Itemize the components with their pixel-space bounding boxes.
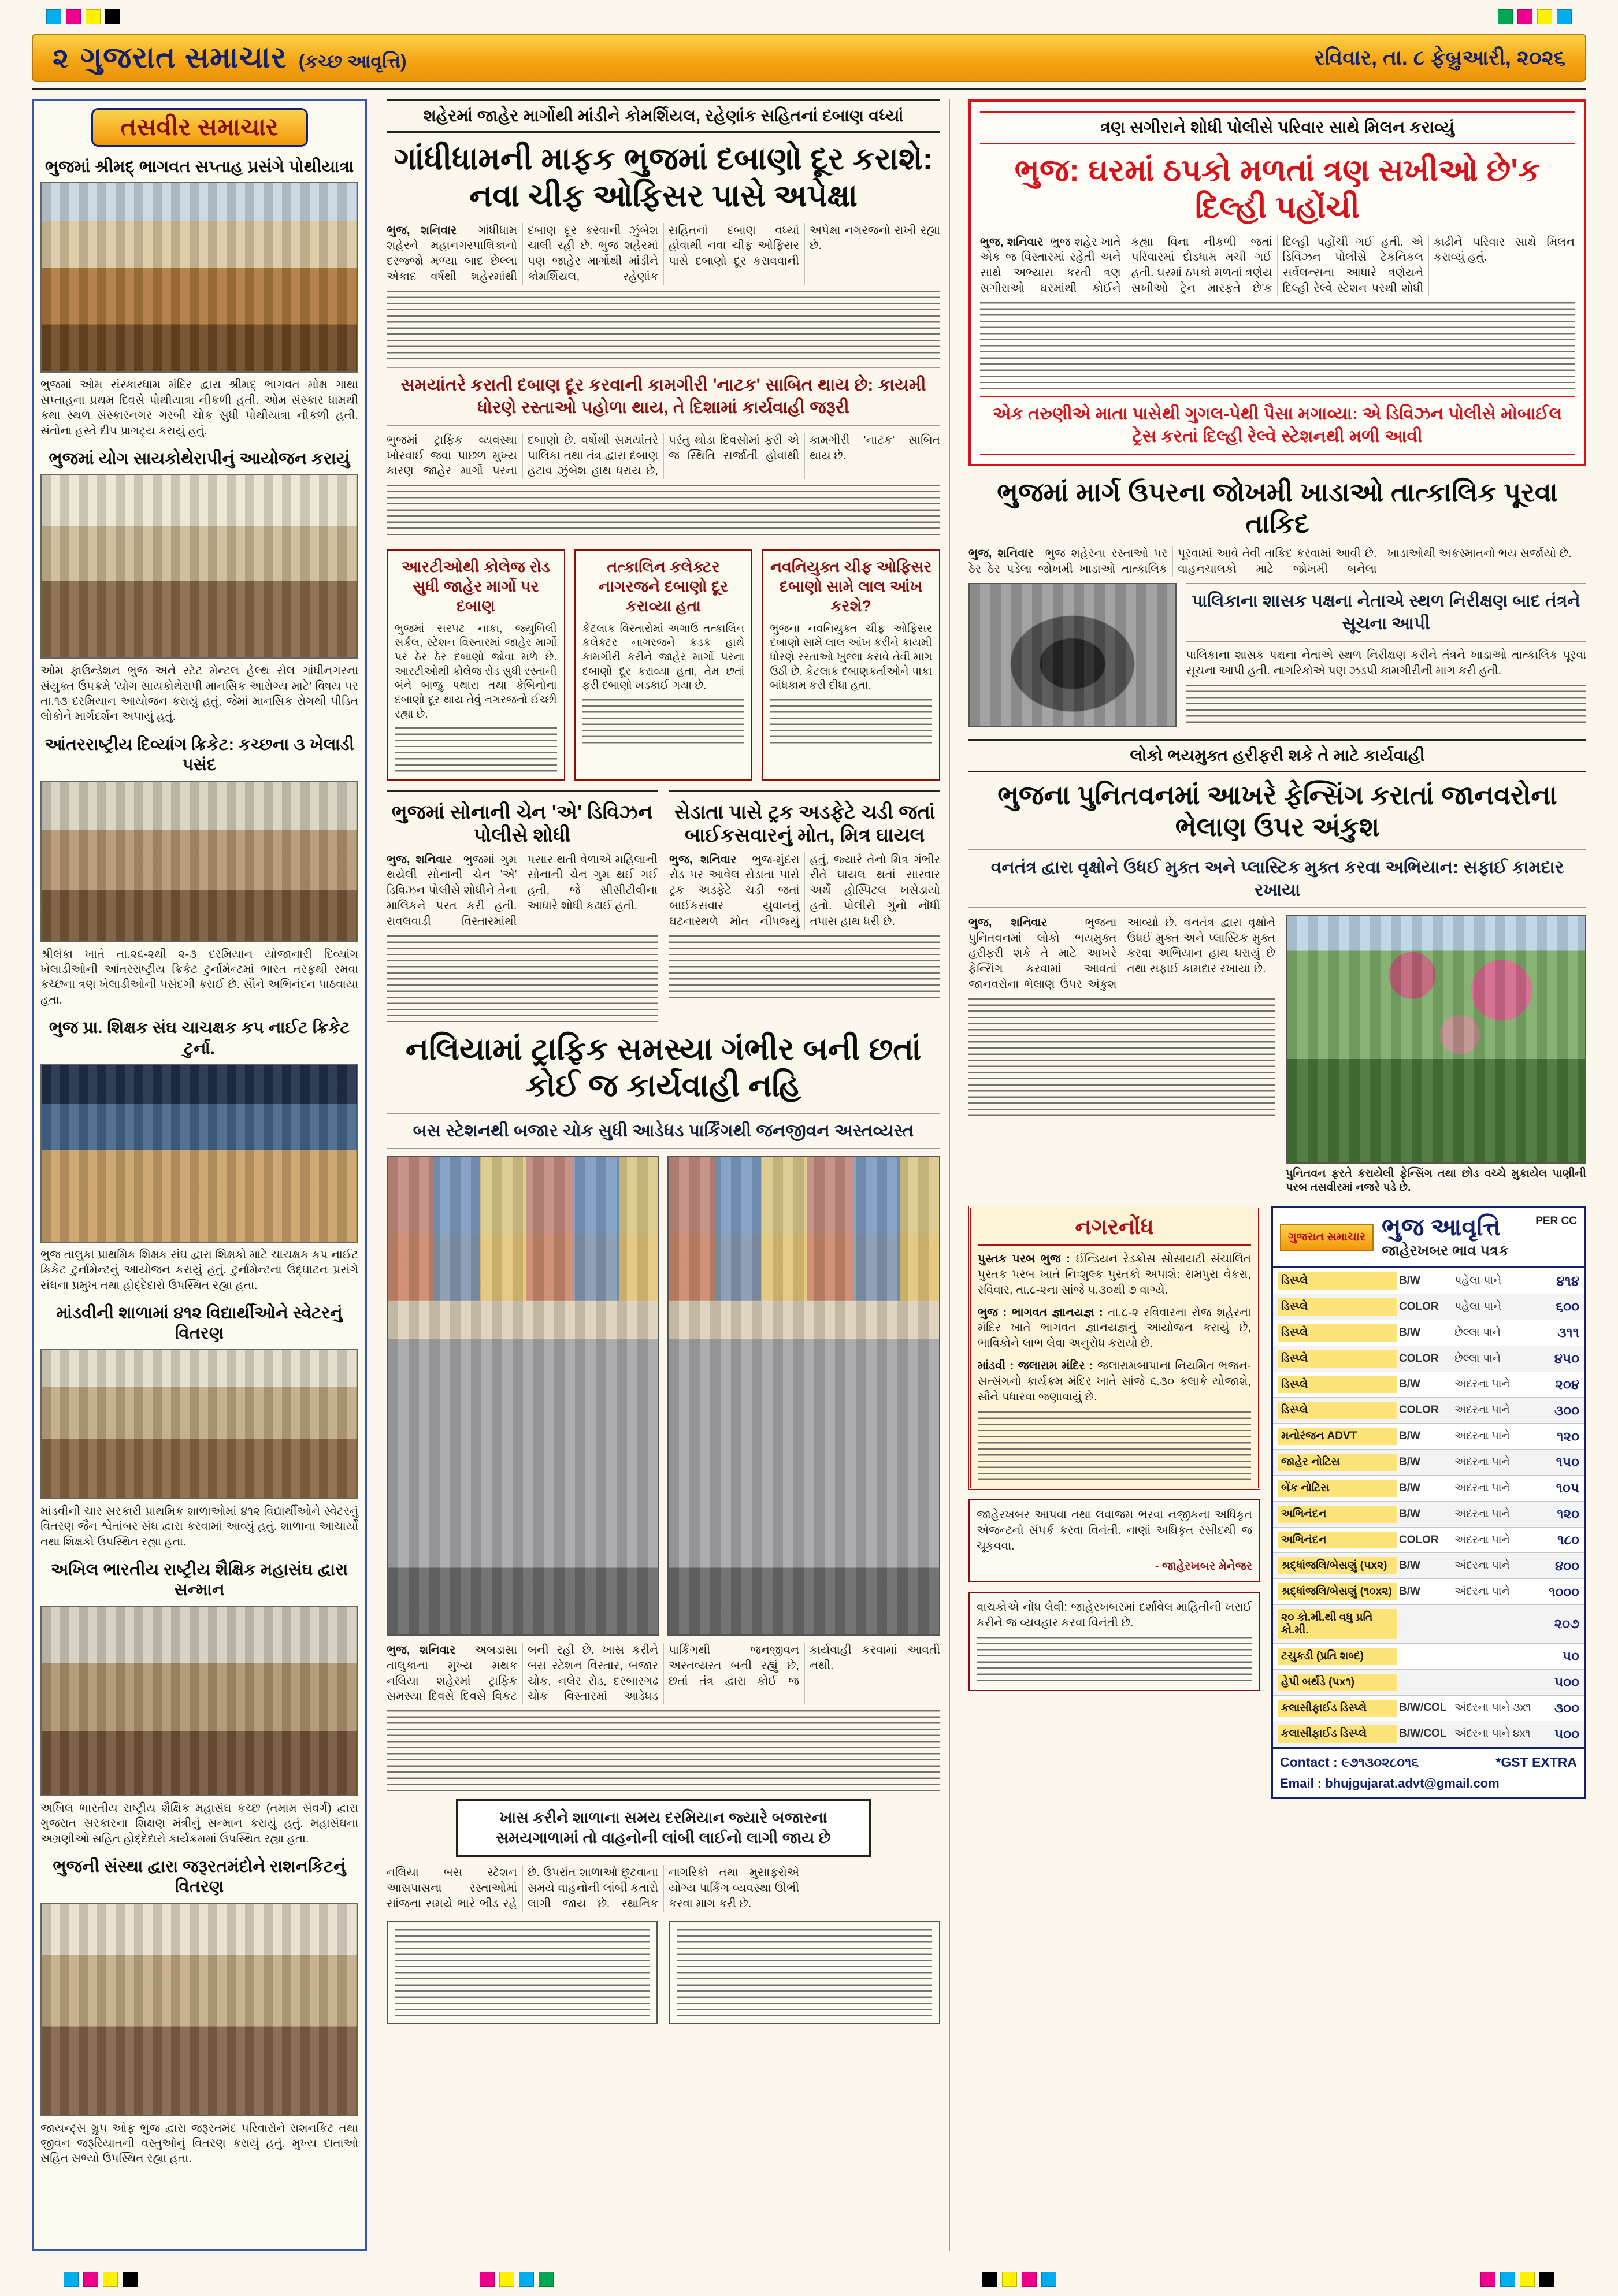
- street-photo-left: [387, 1156, 659, 1636]
- chain-body: [387, 852, 658, 930]
- masthead-left: [53, 40, 407, 76]
- city-notes-header: નગરનોંધ: [978, 1215, 1251, 1246]
- rate-category: ટચુકડી (પ્રતિ શબ્દ): [1278, 1648, 1397, 1665]
- chain-headline: ભુજમાં સોનાની ચેન 'એ' ડિવિઝન પોલીસે શોધી: [391, 801, 653, 847]
- article-gold-chain: [387, 790, 658, 1021]
- rate-table-row: [1273, 1476, 1584, 1502]
- rate-category: કલાસીફાઈડ ડિસ્પ્લે: [1278, 1725, 1397, 1743]
- article-potholes: [968, 477, 1586, 727]
- body-text-continuation: [387, 1710, 940, 1791]
- rate-page: અંદરના પાને: [1454, 1430, 1510, 1443]
- city-note-lead: ભુજ : ભાગવત જ્ઞાનયજ્ઞ :: [978, 1306, 1108, 1319]
- body-text: ભુજ શહેરના રસ્તાઓ પર ઠેર ઠેર પડેલા જોખમી ખાડાઓ તાત્કાલિક પૂરવામાં આવે તેવી તાકિદ કરવામાં આવી છે. વાહનચાલકો માટે જોખમી બનેલા ખાડાઓથી અકસ્માતનો ભય સર્જાયો છે.: [968, 547, 1572, 576]
- naliya-bottom-boxes: [387, 1921, 940, 2024]
- article-encroachment: [387, 99, 940, 781]
- subbox-title: આરટીઓથી કોલેજ રોડ સુધી જાહેર માર્ગો પર દબાણ: [401, 558, 550, 615]
- rate-page: છેલ્લા પાને: [1454, 1326, 1501, 1339]
- encroachment-subbox: [574, 549, 753, 781]
- rate-table-row: [1273, 1579, 1584, 1605]
- photo-news-item: [40, 1560, 358, 1847]
- rate-table-row: [1273, 1346, 1584, 1372]
- registration-marks-top-left: [46, 9, 120, 24]
- rate-page: અંદરના પાને: [1454, 1455, 1510, 1468]
- notice-signature: - જાહેરખબર મેનેજર: [1155, 1560, 1252, 1573]
- photo-news-item: [40, 1303, 358, 1550]
- rate-price: ૩૦૦: [1554, 1402, 1579, 1418]
- masthead-rule: [32, 88, 1586, 90]
- article-punitvan: [968, 739, 1586, 1195]
- newspaper-name: ગુજરાત સમાચાર: [80, 40, 287, 75]
- rate-card-titles: [1382, 1215, 1509, 1260]
- rate-category: ડિસ્પ્લે: [1278, 1376, 1397, 1394]
- right-bottom-left: [968, 1206, 1260, 1799]
- rate-card-header: [1273, 1208, 1584, 1268]
- city-note-item: [978, 1358, 1251, 1405]
- mid-story-row: [387, 790, 940, 1021]
- city-notes-list: [978, 1251, 1251, 1405]
- article-naliya-traffic: [387, 1031, 940, 2024]
- rate-mode: B/W: [1399, 1326, 1420, 1339]
- rate-price: ૧૫૦: [1556, 1454, 1579, 1470]
- naliya-body: [387, 1643, 940, 1704]
- encroachment-body: [387, 223, 940, 285]
- email-value: bhujgujarat.advt@gmail.com: [1325, 1776, 1500, 1791]
- rate-mode: B/W: [1399, 1585, 1420, 1598]
- rate-table-row: [1273, 1721, 1584, 1747]
- body-text: ભુજમાં ગુમ થયેલી સોનાની ચેન 'એ' ડિવિઝન પોલીસે શોધીને તેના માલિકને પરત કરી હતી. રાવલવાડી વિસ્તારમાંથી પસાર થતી વેળાએ મહિલાની સોનાની ચેન ગુમ થઈ ગઈ હતી, જે સીસીટીવીના આધારે શોધી કઢાઈ હતી.: [387, 853, 658, 928]
- potholes-body2: પાલિકાના શાસક પક્ષના નેતાએ સ્થળ નિરીક્ષણ કરીને તંત્રને ખાડાઓ તાત્કાલિક પૂરવા સૂચના આપી હતી. નાગરિકોએ પણ ઝડપી કામગીરીની માગ કરી હતી.: [1186, 649, 1586, 677]
- registration-marks-bottom-right: [1480, 2272, 1554, 2287]
- punitvan-headline: ભુજના પુનિતવનમાં આખરે ફેન્સિંગ કરાતાં જાનવરોના ભેલાણ ઉપર અંકુશ: [997, 780, 1557, 842]
- punitvan-media: [1286, 915, 1586, 1195]
- rate-table-row: [1273, 1502, 1584, 1528]
- potholes-headline: ભુજમાં માર્ગ ઉપરના જોખમી ખાડાઓ તાત્કાલિક પૂરવા તાકિદ: [997, 477, 1558, 539]
- rate-mode: COLOR: [1399, 1533, 1439, 1546]
- photo-news-item: [40, 157, 358, 439]
- rate-mode: B/W: [1399, 1481, 1420, 1494]
- edition-label: (કચ્છ આવૃત્તિ): [298, 50, 407, 72]
- dateline: ભુજ, શનિવાર: [387, 853, 452, 866]
- rate-mode: B/W: [1399, 1378, 1420, 1391]
- rate-table-row: [1273, 1320, 1584, 1346]
- body-text-continuation: [978, 1411, 1251, 1481]
- body-text-continuation: [395, 1929, 650, 2016]
- reader-notice: [968, 1592, 1260, 1691]
- rate-table: [1273, 1268, 1584, 1747]
- photo-news-item: [40, 1857, 358, 2167]
- photo-news-caption: શ્રીલંકા ખાતે તા.૨૬-૨થી ૨-૩ દરમિયાન યોજાનારી દિવ્યાંગ ખેલાડીઓની આંતરરાષ્ટ્રીય ક્રિકેટ ટુર્નામેન્ટમાં ભારત તરફથી રમવા કચ્છના ત્રણ ખેલાડીઓની પસંદગી કરાઈ છે. સૌને અભિનંદન પાઠવાયા હતા.: [40, 948, 358, 1006]
- photo-news-caption: ઓમ ફાઉન્ડેશન ભુજ અને સ્ટેટ મેન્ટલ હેલ્થ સેલ ગાંધીનગરના સંયુક્ત ઉપક્રમે 'યોગ સાયકોથેરાપી માનસિક આરોગ્ય માટે' વિષય પર તા.૧૩ દરમિયાન આયોજન કરાયું હતું, જેમાં માનસિક રોગથી પીડિત લોકોને માર્ગદર્શન અપાયું હતું.: [40, 664, 358, 723]
- encroachment-subbox: [762, 549, 940, 781]
- rate-category: અભિનંદન: [1278, 1506, 1397, 1523]
- rate-category: ડિસ્પ્લે: [1278, 1272, 1397, 1290]
- body-text: અબડાસા તાલુકાના મુખ્ય મથક નલિયા શહેરમાં ટ્રાફિક સમસ્યા દિવસે દિવસે વિકટ બની રહી છે. ખાસ કરીને બસ સ્ટેશન વિસ્તાર, બજાર ચોક, નલેર રોડ, દરબારગઢ ચોક વિસ્તારમાં આડેધડ પાર્કિંગથી જનજીવન અસ્તવ્યસ્ત બની રહ્યું છે, છતાં તંત્ર દ્વારા કોઈ જ કાર્યવાહી કરવામાં આવતી નથી.: [387, 1643, 940, 1703]
- photo-news-caption: અખિલ ભારતીય રાષ્ટ્રીય શૈક્ષિક મહાસંઘ કચ્છ (તમામ સંવર્ગ) દ્વારા ગુજરાત સરકારના શિક્ષણ મંત્રીનું સન્માન કરાયું હતું. મહાસંઘના અગ્રણીઓ સહિત હોદ્દેદારો કાર્યક્રમમાં ઉપસ્થિત રહ્યા હતા.: [40, 1801, 358, 1845]
- rate-mode: B/W: [1399, 1507, 1420, 1520]
- rate-page: અંદરના પાને: [1454, 1481, 1510, 1494]
- dateline: ભુજ, શનિવાર: [980, 235, 1044, 248]
- notice-text: જાહેરખબર આપવા તથા લવાજમ ભરવા નજીકના અધિકૃત એજન્ટનો સંપર્ક કરવા વિનંતી. નાણાં અધિકૃત રસીદથી જ ચૂકવવા.: [977, 1509, 1252, 1553]
- rate-category: ડિસ્પ્લે: [1278, 1402, 1397, 1419]
- article-truck-accident: [669, 790, 940, 1021]
- rate-category: અભિનંદન: [1278, 1532, 1397, 1549]
- dateline: ભુજ, શનિવાર: [968, 547, 1034, 560]
- rate-mode: COLOR: [1399, 1352, 1439, 1365]
- rate-mode: B/W: [1399, 1275, 1420, 1287]
- article-runaway-girls: [968, 99, 1586, 466]
- photo-news-title: ભુજમાં શ્રીમદ્ ભાગવત સપ્તાહ પ્રસંગે પોથીયાત્રા: [44, 158, 354, 176]
- rate-page: પહેલા પાને: [1454, 1300, 1502, 1313]
- issue-date: રવિવાર, તા. ૮ ફેબ્રુઆરી, ૨૦૨૬: [1314, 45, 1565, 69]
- body-text-continuation: [387, 485, 940, 540]
- body-text-continuation: [677, 1929, 932, 2016]
- rate-price: ૪૦૦: [1555, 1558, 1579, 1573]
- punitvan-text: [968, 915, 1275, 1195]
- rate-card-brand-logo: ગુજરાત સમાચાર: [1280, 1224, 1374, 1251]
- news-photo: [40, 182, 358, 373]
- body-text: ગાંધીધામ શહેરને મહાનગરપાલિકાનો દરજ્જો મળ્યા બાદ છેલ્લા એકાદ વર્ષથી શહેરમાંથી દબાણ દૂર કરવાની ઝુંબેશ ચાલી રહી છે. ભુજ શહેરમાં પણ જાહેર માર્ગોથી માંડીને કોમર્શિયલ, રહેણાંક સહિતનાં દબાણ વધ્યાં હોવાથી નવા ચીફ ઓફિસર પાસે દબાણો દૂર કરાવવાની અપેક્ષા નગરજનો રાખી રહ્યા છે.: [387, 224, 940, 284]
- rate-category: કલાસીફાઈડ ડિસ્પ્લે: [1278, 1700, 1397, 1717]
- rate-price: ૩૦૦: [1554, 1700, 1579, 1715]
- rate-category: મનોરંજન ADVT: [1278, 1428, 1397, 1445]
- body-text: ભુજ-મુંદરા રોડ પર આવેલ સેડાતા પાસે ટ્રક અડફેટે ચડી જતાં બાઈકસવાર યુવાનનું ઘટનાસ્થળે મોત નીપજ્યું હતું, જ્યારે તેનો મિત્ર ગંભીર રીતે ઘાયલ થતાં સારવાર અર્થે હોસ્પિટલ ખસેડાયો હતો. પોલીસે ગુનો નોંધી તપાસ હાથ ધરી છે.: [669, 853, 940, 928]
- runaway-kicker: ત્રણ સગીરાને શોધી પોલીસે પરિવાર સાથે મિલન કરાવ્યું: [980, 111, 1575, 144]
- body-text-continuation: [669, 935, 940, 998]
- photo-news-item: [40, 449, 358, 725]
- news-photo: [40, 781, 358, 942]
- rate-price: ૫૦: [1563, 1648, 1579, 1664]
- contact-number[interactable]: [1280, 1755, 1419, 1770]
- rate-card-title: ભુજ આવૃત્તિ: [1382, 1213, 1501, 1241]
- notice-text: વાચકોએ નોંધ લેવી: જાહેરખબરમાં દર્શાવેલ માહિતીની ખરાઈ કરીને જ વ્યવહાર કરવા વિનંતી છે.: [977, 1601, 1252, 1630]
- punitvan-content: [968, 915, 1586, 1195]
- rate-price: ૨૦૪: [1555, 1376, 1579, 1392]
- city-note-lead: માંડવી : જલારામ મંદિર :: [978, 1359, 1098, 1372]
- rate-page: અંદરના પાને: [1454, 1507, 1510, 1520]
- photo-news-title: માંડવીની શાળામાં ૪૧૨ વિદ્યાર્થીઓને સ્વેટરનું વિતરણ: [56, 1304, 343, 1343]
- punitvan-kicker: લોકો ભયમુક્ત હરીફરી શકે તે માટે કાર્યવાહી: [968, 739, 1586, 772]
- rate-category: ડિસ્પ્લે: [1278, 1324, 1397, 1342]
- rate-page: અંદરના પાને: [1454, 1378, 1510, 1391]
- body-text: ભુજ શહેર ખાતે એક જ વિસ્તારમાં રહેતી અને સાથે અભ્યાસ કરતી ત્રણ સગીરાઓ ઘરમાંથી કોઈને કહ્યા વિના નીકળી જતાં પરિવારમાં દોડધામ મચી ગઈ હતી. ઘરમાં ઠપકો મળતાં ત્રણેય સખીઓ ટ્રેન મારફતે છે'ક દિલ્હી પહોંચી ગઈ હતી. એ ડિવિઝન પોલીસે ટેકનિકલ સર્વેલન્સના આધારે ત્રણેયને દિલ્હી રેલ્વે સ્ટેશન પરથી શોધી કાઢીને પરિવાર સાથે મિલન કરાવ્યું હતું.: [980, 235, 1575, 295]
- rate-mode: COLOR: [1399, 1404, 1439, 1417]
- body-text-continuation: [770, 699, 932, 744]
- registration-marks-bottom-mid-left: [480, 2272, 554, 2287]
- body-text-continuation: [977, 1637, 1252, 1683]
- naliya-highlight-box: ખાસ કરીને શાળાના સમય દરમિયાન જ્યારે બજારના સમયગાળામાં તો વાહનોની લાંબી લાઈનો લાગી જાય છે: [456, 1799, 871, 1857]
- naliya-photos: [387, 1156, 940, 1636]
- rate-page: છેલ્લા પાને: [1454, 1352, 1501, 1365]
- rate-price: ૧૨૦: [1557, 1428, 1579, 1444]
- rate-price: ૫૦૦: [1554, 1726, 1579, 1741]
- rate-card-subtitle: જાહેરખબર ભાવ પત્રક: [1382, 1243, 1509, 1260]
- news-photo: [40, 1606, 358, 1796]
- encroachment-subhead: સમયાંતરે કરાતી દબાણ દૂર કરવાની કામગીરી 'નાટક' સાબિત થાય છે: કાયમી ધોરણે રસ્તાઓ પહોળા થાય, તે દિશામાં કાર્યવાહી જરૂરી: [387, 367, 940, 426]
- rate-price: ૫૦૦: [1554, 1674, 1579, 1690]
- rate-category: ૨૦ કો.મી.થી વધુ પ્રતિ કો.મી.: [1278, 1609, 1397, 1639]
- body-text-continuation: [968, 998, 1275, 1120]
- photo-news-list: [40, 157, 358, 2167]
- garden-photo-caption: પુનિતવન ફરતે કરાયેલી ફેન્સિંગ તથા છોડ વચ્ચે મુકાયેલ પાણીની પરબ તસવીરમાં નજરે પડે છે.: [1286, 1167, 1586, 1194]
- photo-news-caption: ભુજ તાલુકા પ્રાથમિક શિક્ષક સંઘ દ્વારા શિક્ષકો માટે ચાચક્ષક કપ નાઈટ ક્રિકેટ ટુર્નામેન્ટનું આયોજન કરાયું હતું. ટુર્નામેન્ટના ઉદ્ઘાટન પ્રસંગે સંઘના પ્રમુખ તથા હોદ્દેદારો ઉપસ્થિત રહ્યા હતા.: [40, 1248, 358, 1292]
- rate-price: ૧૨૦: [1557, 1506, 1579, 1522]
- photo-news-caption: જાયન્ટ્સ ગ્રુપ ઓફ ભુજ દ્વારા જરૂરતમંદ પરિવારોને રાશનકિટ તથા જીવન જરૂરિયાતની વસ્તુઓનું વિતરણ કરાયું હતું. મુખ્ય દાતાઓ સહિત સભ્યો ઉપસ્થિત રહ્યા હતા.: [40, 2122, 358, 2165]
- contact-label: Contact :: [1280, 1755, 1338, 1770]
- naliya-body2: નલિયા બસ સ્ટેશન આસપાસના રસ્તાઓમાં સાંજના સમયે ભારે ભીડ રહે છે. ઉપરાંત શાળાઓ છૂટવાના સમયે વાહનોની લાંબી કતારો લાગી જાય છે. સ્થાનિક નાગરિકો તથા મુસાફરોએ યોગ્ય પાર્કિંગ વ્યવસ્થા ઊભી કરવા માગ કરી છે.: [387, 1866, 799, 1910]
- encroachment-subboxes: [387, 549, 940, 781]
- city-note-text: તા.૮-૨ રવિવારના રોજ શહેરના મંદિર ખાતે ભાગવત જ્ઞાનયજ્ઞનું આયોજન કરાયું છે, ભાવિકોને લાભ લેવા અનુરોધ કરાયો છે.: [978, 1306, 1251, 1350]
- potholes-body: [968, 546, 1586, 577]
- rate-table-row: [1273, 1605, 1584, 1644]
- subbox-body: ભુજના નવનિયુક્ત ચીફ ઓફિસર દબાણો સામે લાલ આંખ કરીને કાયમી ધોરણે રસ્તાઓ ખુલ્લા કરાવે તેવી માગ ઉઠી છે. કેટલાક દબાણકર્તાઓને પાકા બાંધકામ કરી દીધા હતા.: [770, 622, 932, 692]
- photo-news-column: [32, 99, 367, 2251]
- garden-photo: [1286, 915, 1586, 1164]
- runaway-headline: ભુજ: ઘરમાં ઠપકો મળતાં ત્રણ સખીઓ છે'ક દિલ્હી પહોંચી: [1014, 153, 1541, 225]
- body-text-continuation: [387, 291, 940, 360]
- rate-card-contact-row: [1273, 1747, 1584, 1776]
- rate-price: ૩૧૧: [1557, 1325, 1579, 1340]
- city-note-lead: પુસ્તક પરબ ભુજ :: [978, 1253, 1076, 1266]
- rate-page: અંદરના પાને: [1454, 1533, 1510, 1546]
- rate-price: ૨૦૭: [1554, 1616, 1579, 1632]
- photo-news-title: અખિલ ભારતીય રાષ્ટ્રીય શૈક્ષિક મહાસંઘ દ્વારા સન્માન: [50, 1561, 348, 1600]
- body-text-continuation: [582, 699, 745, 744]
- rate-category: હેપી બર્થડે (૫x૧): [1278, 1674, 1397, 1691]
- rate-category: શ્રદ્ધાંજલિ/બેસણું (૧૦x૨): [1278, 1583, 1397, 1600]
- rate-card-unit: PER CC: [1535, 1215, 1577, 1228]
- dateline: ભુજ, શનિવાર: [387, 1643, 456, 1656]
- rate-price: ૪૧૪: [1556, 1273, 1579, 1288]
- ad-rate-card: [1271, 1206, 1586, 1799]
- news-photo: [40, 474, 358, 659]
- rate-category: જાહેર નોટિસ: [1278, 1454, 1397, 1471]
- masthead-bar: [32, 34, 1586, 82]
- email-label: Email :: [1280, 1776, 1322, 1791]
- city-note-item: [978, 1251, 1251, 1298]
- contact-value: ૯૭૧૩૦૨૮૦૧૬: [1341, 1755, 1419, 1770]
- dateline: ભુજ, શનિવાર: [387, 224, 457, 237]
- rate-price: ૬૦૦: [1556, 1299, 1579, 1314]
- encroachment-body2: ભુજમાં ટ્રાફિક વ્યવસ્થા ખોરવાઈ જવા પાછળ મુખ્ય કારણ જાહેર માર્ગો પરના દબાણો છે. વર્ષોથી સમયાંતરે પાલિકા તથા તંત્ર દ્વારા દબાણ હટાવ ઝુંબેશ હાથ ધરાય છે, પરંતુ થોડા દિવસોમાં ફરી એ જ સ્થિતિ સર્જાતી હોવાથી કામગીરી 'નાટક' સાબિત થાય છે.: [387, 433, 940, 478]
- naliya-headline: નલિયામાં ટ્રાફિક સમસ્યા ગંભીર બની છતાં કોઈ જ કાર્યવાહી નહિ: [405, 1031, 922, 1104]
- naliya-subhead: બસ સ્ટેશનથી બજાર ચોક સુધી આડેધડ પાર્કિંગથી જનજીવન અસ્તવ્યસ્ત: [387, 1113, 940, 1149]
- rate-mode: B/W: [1399, 1559, 1420, 1572]
- photo-news-title: ભુજ પ્રા. શિક્ષક સંઘ ચાચક્ષક કપ નાઈટ ક્રિકેટ ટુર્ના.: [49, 1019, 350, 1058]
- rate-price: ૧૮૦: [1557, 1532, 1579, 1548]
- registration-marks-top-right: [1498, 9, 1572, 24]
- photo-news-title: આંતરરાષ્ટ્રીય દિવ્યાંગ ક્રિકેટ: કચ્છના ૩ ખેલાડી પસંદ: [44, 735, 354, 775]
- news-photo: [40, 1064, 358, 1243]
- body-text-continuation: [387, 935, 658, 1022]
- rate-page: અંદરના પાને: [1454, 1585, 1510, 1598]
- rate-table-row: [1273, 1644, 1584, 1670]
- photo-news-title: ભુજની સંસ્થા દ્વારા જરૂરતમંદોને રાશનકિટનું વિતરણ: [53, 1857, 346, 1897]
- body-text-continuation: [980, 302, 1575, 389]
- pothole-photo: [968, 583, 1177, 727]
- registration-marks-bottom-left: [64, 2272, 138, 2287]
- rate-page: પહેલા પાને: [1454, 1275, 1502, 1287]
- advert-manager-notice: [968, 1499, 1260, 1582]
- punitvan-body: [968, 915, 1275, 993]
- runaway-subhead: એક તરુણીએ માતા પાસેથી ગુગલ-પેથી પૈસા મગાવ્યા: એ ડિવિઝન પોલીસે મોબાઈલ ટ્રેસ કરતાં દિલ્હી રેલ્વે સ્ટેશનથી મળી આવી: [980, 396, 1575, 455]
- city-note-text: જલારામબાપાના નિયમિત ભજન-સત્સંગનો કાર્યક્રમ મંદિર ખાતે સાંજે ૬.૩૦ કલાકે યોજાશે, સૌને પધારવા જણાવાયું છે.: [978, 1359, 1251, 1403]
- rate-table-row: [1273, 1670, 1584, 1696]
- rate-table-row: [1273, 1372, 1584, 1398]
- photo-news-caption: ભુજમાં ઓમ સંસ્કારધામ મંદિર દ્વારા શ્રીમદ્ ભાગવત મોક્ષ ગાથા સપ્તાહના પ્રથમ દિવસે પોથીયાત્રા નીકળી હતી. ઓમ સંસ્કાર ધામથી કથા સ્થળ સંસ્કારનગર ગરબી ચોક સુધી પોથીયાત્રા નીકળી હતી. સંતોના હસ્તે દીપ પ્રાગટ્ય કરાયું હતું.: [40, 378, 358, 437]
- registration-marks-bottom-mid-right: [982, 2272, 1056, 2287]
- rate-table-row: [1273, 1424, 1584, 1450]
- news-photo: [40, 1903, 358, 2116]
- rate-mode: COLOR: [1399, 1300, 1439, 1313]
- potholes-side: [1186, 583, 1586, 725]
- photo-news-title: ભુજમાં યોગ સાયકોથેરાપીનું આયોજન કરાયું: [49, 449, 350, 468]
- city-note-text: ઈન્ડિયન રેડક્રોસ સોસાયટી સંચાલિત પુસ્તક પરબ ખાતે નિઃશુલ્ક પુસ્તકો અપાશે: રામપુરા વેકરા, રવિવાર, તા.૮-૨ના સાંજે ૫.૩૦થી ૭ વાગ્યે.: [978, 1253, 1251, 1296]
- right-bottom-row: [968, 1206, 1586, 1799]
- rate-table-row: [1273, 1294, 1584, 1320]
- photo-news-item: [40, 735, 358, 1008]
- gst-note: *GST EXTRA: [1495, 1755, 1577, 1770]
- body-text-continuation: [1186, 685, 1586, 725]
- subbox-title: નવનિયુક્ત ચીફ ઓફિસર દબાણો સામે લાલ આંખ કરશે?: [770, 558, 932, 615]
- encroachment-kicker: શહેરમાં જાહેર માર્ગોથી માંડીને કોમર્શિયલ, રહેણાંક સહિતનાં દબાણ વધ્યાં: [387, 99, 940, 133]
- encroachment-subbox: [387, 549, 565, 781]
- rate-category: શ્રદ્ધાંજલિ/બેસણું (૫x૨): [1278, 1557, 1397, 1574]
- rate-table-row: [1273, 1553, 1584, 1579]
- rate-category: બેંક નોટિસ: [1278, 1480, 1397, 1497]
- street-photo-right: [667, 1156, 940, 1636]
- photo-news-caption: માંડવીની ચાર સરકારી પ્રાથમિક શાળાઓમાં ૪૧૨ વિદ્યાર્થીઓને સ્વેટરનું વિતરણ જૈન શ્વેતાંબર સંઘ દ્વારા કરવામાં આવ્યું હતું. શાળાના આચાર્યો તથા શિક્ષકો ઉપસ્થિત રહ્યા હતા.: [40, 1504, 358, 1548]
- rate-table-row: [1273, 1696, 1584, 1722]
- bottom-note-box: [387, 1921, 658, 2024]
- encroachment-headline: ગાંધીધામની માફક ભુજમાં દબાણો દૂર કરાશે: નવા ચીફ ઓફિસર પાસે અપેક્ષા: [394, 142, 933, 213]
- dateline: ભુજ, શનિવાર: [968, 916, 1047, 929]
- rate-table-row: [1273, 1528, 1584, 1554]
- dateline: ભુજ, શનિવાર: [669, 853, 737, 866]
- middle-column: [377, 99, 950, 2251]
- body-text: ભુજના પુનિતવનમાં લોકો ભયમુક્ત હરીફરી શકે તે માટે આખરે ફેન્સિંગ કરવામાં આવતાં જાનવરોના ભેલાણ ઉપર અંકુશ આવ્યો છે. વનતંત્ર દ્વારા વૃક્ષોને ઉધઈ મુક્ત અને પ્લાસ્ટિક મુક્ત કરવા અભિયાન હાથ ધરાયું છે તથા સફાઈ કામદાર રખાયા છે.: [968, 916, 1275, 991]
- punitvan-subhead: વનતંત્ર દ્વારા વૃક્ષોને ઉધઈ મુક્ત અને પ્લાસ્ટિક મુક્ત કરવા અભિયાન: સફાઈ કામદાર રખાયા: [968, 849, 1586, 908]
- rate-price: ૪૫૦: [1554, 1351, 1579, 1366]
- subbox-body: કેટલાક વિસ્તારોમાં અગાઉ તત્કાલિન કલેક્ટર નાગરજને કડક હાથે કામગીરી કરીને જાહેર માર્ગો પરના દબાણો દૂર કરાવ્યા હતા, તેમ છતાં ફરી દબાણો ખડકાઈ ગયા છે.: [582, 622, 745, 692]
- contact-email[interactable]: [1273, 1776, 1584, 1797]
- bottom-note-box: [669, 1921, 940, 2024]
- photo-news-header: તસવીર સમાચાર: [91, 108, 308, 147]
- rate-page: અંદરના પાને ૪x૧: [1454, 1727, 1531, 1740]
- accident-headline: સેડાતા પાસે ટ્રક અડફેટે ચડી જતાં બાઈકસવારનું મોત, મિત્ર ઘાયલ: [674, 801, 936, 847]
- rate-mode: B/W/COL: [1399, 1701, 1447, 1714]
- subbox-body: ભુજમાં સરપટ નાકા, જ્યુબિલી સર્કલ, સ્ટેશન વિસ્તારમાં જાહેર માર્ગો પર ઠેર ઠેર દબાણો જોવા મળે છે. આરટીઓથી કોલેજ રોડ સુધી રસ્તાની બંને બાજુ પથારા તથા કેબિનોના દબાણો દૂર થાય તેવું નગરજનો ઈચ્છી રહ્યા છે.: [395, 622, 557, 720]
- rate-category: ડિસ્પ્લે: [1278, 1298, 1397, 1316]
- news-photo: [40, 1349, 358, 1499]
- subbox-title: તત્કાલિન કલેક્ટર નાગરજને દબાણો દૂર કરાવ્યા હતા: [599, 558, 728, 615]
- rate-mode: B/W: [1399, 1455, 1420, 1468]
- rate-table-row: [1273, 1450, 1584, 1476]
- rate-price: ૧૦૦૦: [1549, 1584, 1579, 1599]
- potholes-media-row: [968, 583, 1586, 727]
- potholes-subhead: પાલિકાના શાસક પક્ષના નેતાએ સ્થળ નિરીક્ષણ બાદ તંત્રને સૂચના આપી: [1186, 583, 1586, 642]
- rate-page: અંદરના પાને: [1454, 1559, 1510, 1572]
- rate-table-row: [1273, 1268, 1584, 1294]
- rate-page: અંદરના પાને: [1454, 1404, 1510, 1417]
- city-notes-box: [968, 1206, 1260, 1490]
- rate-category: ડિસ્પ્લે: [1278, 1350, 1397, 1368]
- rate-page: અંદરના પાને ૩x૧: [1454, 1701, 1531, 1714]
- city-note-item: [978, 1305, 1251, 1351]
- rate-table-row: [1273, 1398, 1584, 1424]
- rate-mode: B/W/COL: [1399, 1727, 1447, 1740]
- photo-news-item: [40, 1018, 358, 1293]
- body-text-continuation: [395, 727, 557, 772]
- right-column: [968, 99, 1586, 2251]
- rate-mode: B/W: [1399, 1430, 1420, 1443]
- rate-price: ૧૦૫: [1556, 1480, 1579, 1496]
- runaway-body: [980, 235, 1575, 296]
- accident-body: [669, 852, 940, 930]
- page-number: ૨: [53, 43, 69, 74]
